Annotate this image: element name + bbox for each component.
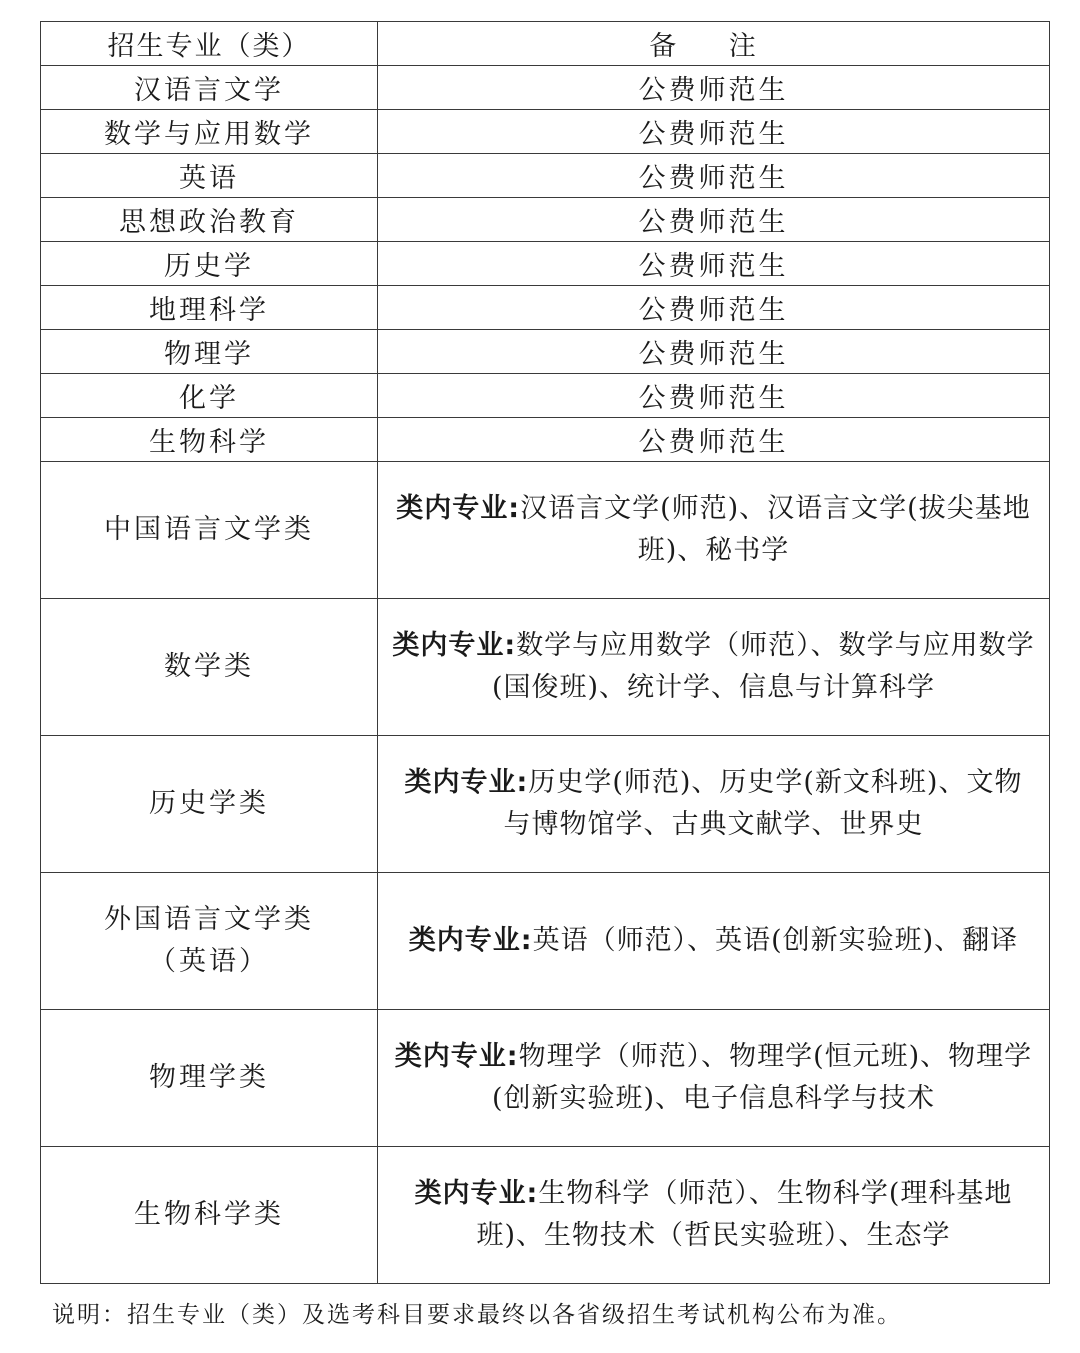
category-name-line1: 数学类 — [164, 651, 254, 682]
category-desc-prefix: 类内专业: — [408, 925, 533, 956]
category-desc-text: 物理学（师范）、物理学(恒元班)、物理学(创新实验班)、电子信息科学与技术 — [491, 1041, 1033, 1114]
row-major: 英语 — [41, 154, 378, 198]
category-desc-text: 数学与应用数学（师范）、数学与应用数学(国俊班)、统计学、信息与计算科学 — [491, 630, 1035, 703]
category-desc-prefix: 类内专业: — [396, 493, 521, 524]
header-note: 备 注 — [378, 22, 1050, 66]
row-major: 思想政治教育 — [41, 198, 378, 242]
row-note: 公费师范生 — [378, 154, 1050, 198]
category-name — [41, 736, 378, 873]
category-row — [41, 599, 1050, 736]
row-major: 地理科学 — [41, 286, 378, 330]
footnote: 说明：招生专业（类）及选考科目要求最终以各省级招生考试机构公布为准。 — [52, 1302, 902, 1328]
category-row — [41, 736, 1050, 873]
table-row — [41, 286, 1050, 330]
category-desc — [378, 599, 1050, 736]
category-desc — [378, 462, 1050, 599]
row-major: 物理学 — [41, 330, 378, 374]
table-row — [41, 198, 1050, 242]
category-name — [41, 1010, 378, 1147]
row-note: 公费师范生 — [378, 198, 1050, 242]
row-note: 公费师范生 — [378, 66, 1050, 110]
category-name-line1: 生物科学类 — [134, 1199, 284, 1230]
table-row — [41, 110, 1050, 154]
category-desc-prefix: 类内专业: — [404, 767, 529, 798]
table-row — [41, 374, 1050, 418]
table-header-row — [41, 22, 1050, 66]
row-note: 公费师范生 — [378, 418, 1050, 462]
row-note: 公费师范生 — [378, 330, 1050, 374]
table-row — [41, 330, 1050, 374]
category-desc-text: 历史学(师范)、历史学(新文科班)、文物与博物馆学、古典文献学、世界史 — [503, 767, 1023, 840]
row-note: 公费师范生 — [378, 110, 1050, 154]
row-major: 生物科学 — [41, 418, 378, 462]
category-name-line1: 中国语言文学类 — [104, 514, 314, 545]
category-row — [41, 462, 1050, 599]
row-major: 历史学 — [41, 242, 378, 286]
table-row — [41, 418, 1050, 462]
category-row — [41, 1010, 1050, 1147]
category-desc — [378, 1010, 1050, 1147]
row-note: 公费师范生 — [378, 242, 1050, 286]
category-row — [41, 873, 1050, 1010]
category-desc-text: 英语（师范）、英语(创新实验班)、翻译 — [532, 925, 1019, 956]
category-name — [41, 873, 378, 1010]
row-note: 公费师范生 — [378, 374, 1050, 418]
category-name — [41, 462, 378, 599]
category-desc-prefix: 类内专业: — [394, 1041, 519, 1072]
category-name-line1: 物理学类 — [149, 1062, 269, 1093]
table-row — [41, 242, 1050, 286]
category-desc — [378, 873, 1050, 1010]
category-desc — [378, 736, 1050, 873]
majors-table — [40, 21, 1050, 1284]
category-name-line1: 外国语言文学类 — [104, 904, 314, 935]
category-desc-text: 生物科学（师范）、生物科学(理科基地班)、生物技术（哲民实验班）、生态学 — [476, 1178, 1013, 1251]
row-major: 化学 — [41, 374, 378, 418]
category-name-line1: 历史学类 — [149, 788, 269, 819]
table-row — [41, 154, 1050, 198]
category-desc-prefix: 类内专业: — [392, 630, 517, 661]
table-row — [41, 66, 1050, 110]
row-major: 汉语言文学 — [41, 66, 378, 110]
row-note: 公费师范生 — [378, 286, 1050, 330]
category-desc — [378, 1147, 1050, 1284]
category-row — [41, 1147, 1050, 1284]
category-name — [41, 599, 378, 736]
category-name — [41, 1147, 378, 1284]
category-name-line2: （英语） — [149, 946, 269, 977]
category-desc-text: 汉语言文学(师范)、汉语言文学(拔尖基地班)、秘书学 — [520, 493, 1031, 566]
header-major: 招生专业（类） — [41, 22, 378, 66]
row-major: 数学与应用数学 — [41, 110, 378, 154]
category-desc-prefix: 类内专业: — [414, 1178, 539, 1209]
